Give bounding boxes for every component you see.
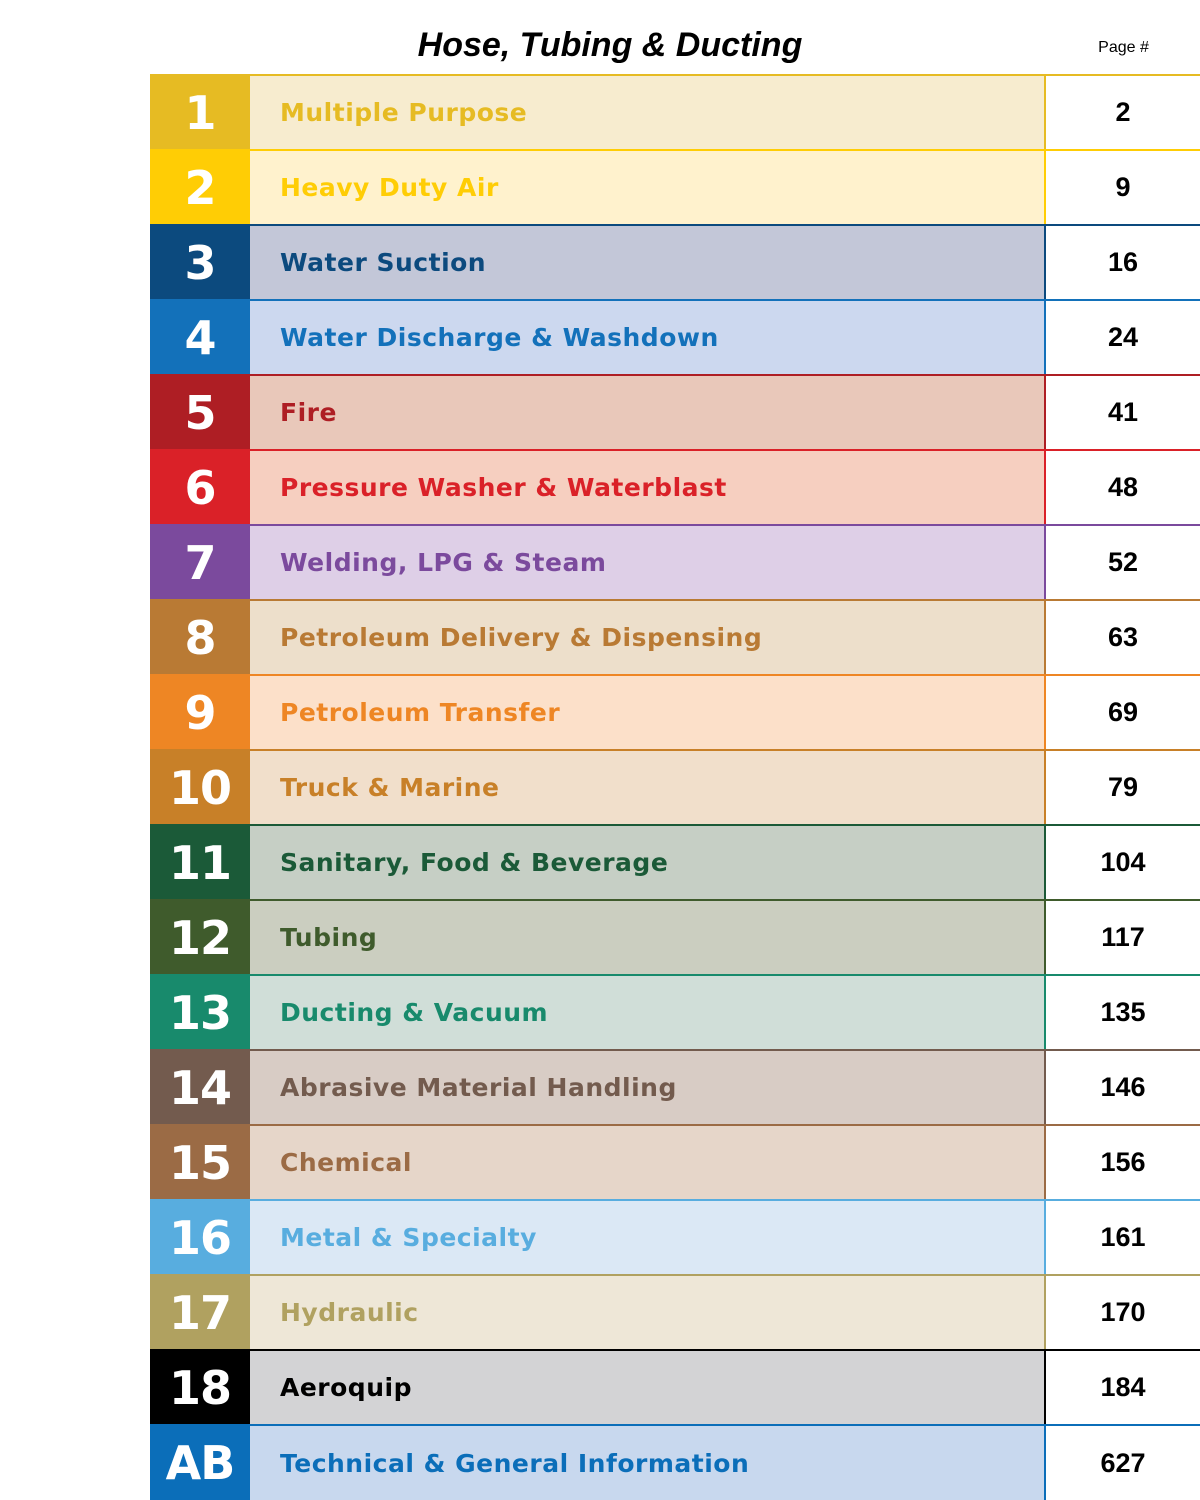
section-title: Welding, LPG & Steam [250, 526, 1046, 599]
section-page-number: 52 [1046, 526, 1200, 599]
section-page-number: 627 [1046, 1426, 1200, 1500]
section-title: Multiple Purpose [250, 76, 1046, 149]
section-page-number: 79 [1046, 751, 1200, 824]
section-page-number: 16 [1046, 226, 1200, 299]
section-title: Water Discharge & Washdown [250, 301, 1046, 374]
section-number-tab: 2 [150, 151, 250, 224]
section-title: Ducting & Vacuum [250, 976, 1046, 1049]
section-page-number: 9 [1046, 151, 1200, 224]
toc-row[interactable] [150, 599, 1200, 674]
toc-row[interactable] [150, 1124, 1200, 1199]
section-number-tab: 4 [150, 301, 250, 374]
section-page-number: 135 [1046, 976, 1200, 1049]
toc-row[interactable] [150, 524, 1200, 599]
section-page-number: 117 [1046, 901, 1200, 974]
section-title: Technical & General Information [250, 1426, 1046, 1500]
toc-row[interactable] [150, 1199, 1200, 1274]
section-title: Chemical [250, 1126, 1046, 1199]
section-page-number: 63 [1046, 601, 1200, 674]
section-page-number: 41 [1046, 376, 1200, 449]
document-title: Hose, Tubing & Ducting [417, 26, 803, 64]
toc-row[interactable] [150, 1349, 1200, 1424]
section-title: Heavy Duty Air [250, 151, 1046, 224]
section-title: Aeroquip [250, 1351, 1046, 1424]
section-title: Tubing [250, 901, 1046, 974]
section-number-tab: 14 [150, 1051, 250, 1124]
page-number-header: Page # [1098, 39, 1149, 56]
section-number-tab: 9 [150, 676, 250, 749]
section-number-tab: 17 [150, 1276, 250, 1349]
section-title: Petroleum Transfer [250, 676, 1046, 749]
section-number-tab: 3 [150, 226, 250, 299]
section-number-tab: 10 [150, 751, 250, 824]
toc-row[interactable] [150, 374, 1200, 449]
section-number-tab: 1 [150, 76, 250, 149]
toc-row[interactable] [150, 749, 1200, 824]
section-number-tab: 13 [150, 976, 250, 1049]
section-number-tab: AB [150, 1426, 250, 1500]
section-number-tab: 6 [150, 451, 250, 524]
toc-row[interactable] [150, 824, 1200, 899]
section-title: Fire [250, 376, 1046, 449]
toc-row[interactable] [150, 1424, 1200, 1500]
section-page-number: 104 [1046, 826, 1200, 899]
toc-row[interactable] [150, 674, 1200, 749]
section-title: Abrasive Material Handling [250, 1051, 1046, 1124]
section-number-tab: 16 [150, 1201, 250, 1274]
section-title: Sanitary, Food & Beverage [250, 826, 1046, 899]
toc-row[interactable] [150, 449, 1200, 524]
toc-row[interactable] [150, 1274, 1200, 1349]
toc-row[interactable] [150, 1049, 1200, 1124]
table-of-contents [150, 74, 1200, 1500]
section-page-number: 184 [1046, 1351, 1200, 1424]
section-title: Pressure Washer & Waterblast [250, 451, 1046, 524]
section-page-number: 24 [1046, 301, 1200, 374]
toc-row[interactable] [150, 149, 1200, 224]
section-title: Truck & Marine [250, 751, 1046, 824]
section-number-tab: 8 [150, 601, 250, 674]
section-page-number: 146 [1046, 1051, 1200, 1124]
section-number-tab: 7 [150, 526, 250, 599]
section-number-tab: 11 [150, 826, 250, 899]
section-title: Water Suction [250, 226, 1046, 299]
section-page-number: 156 [1046, 1126, 1200, 1199]
section-number-tab: 15 [150, 1126, 250, 1199]
section-title: Petroleum Delivery & Dispensing [250, 601, 1046, 674]
section-page-number: 161 [1046, 1201, 1200, 1274]
toc-row[interactable] [150, 74, 1200, 149]
toc-row[interactable] [150, 899, 1200, 974]
section-page-number: 48 [1046, 451, 1200, 524]
section-page-number: 2 [1046, 76, 1200, 149]
section-number-tab: 5 [150, 376, 250, 449]
section-page-number: 170 [1046, 1276, 1200, 1349]
toc-row[interactable] [150, 299, 1200, 374]
section-number-tab: 18 [150, 1351, 250, 1424]
section-page-number: 69 [1046, 676, 1200, 749]
section-title: Metal & Specialty [250, 1201, 1046, 1274]
section-title: Hydraulic [250, 1276, 1046, 1349]
section-number-tab: 12 [150, 901, 250, 974]
toc-row[interactable] [150, 974, 1200, 1049]
toc-row[interactable] [150, 224, 1200, 299]
